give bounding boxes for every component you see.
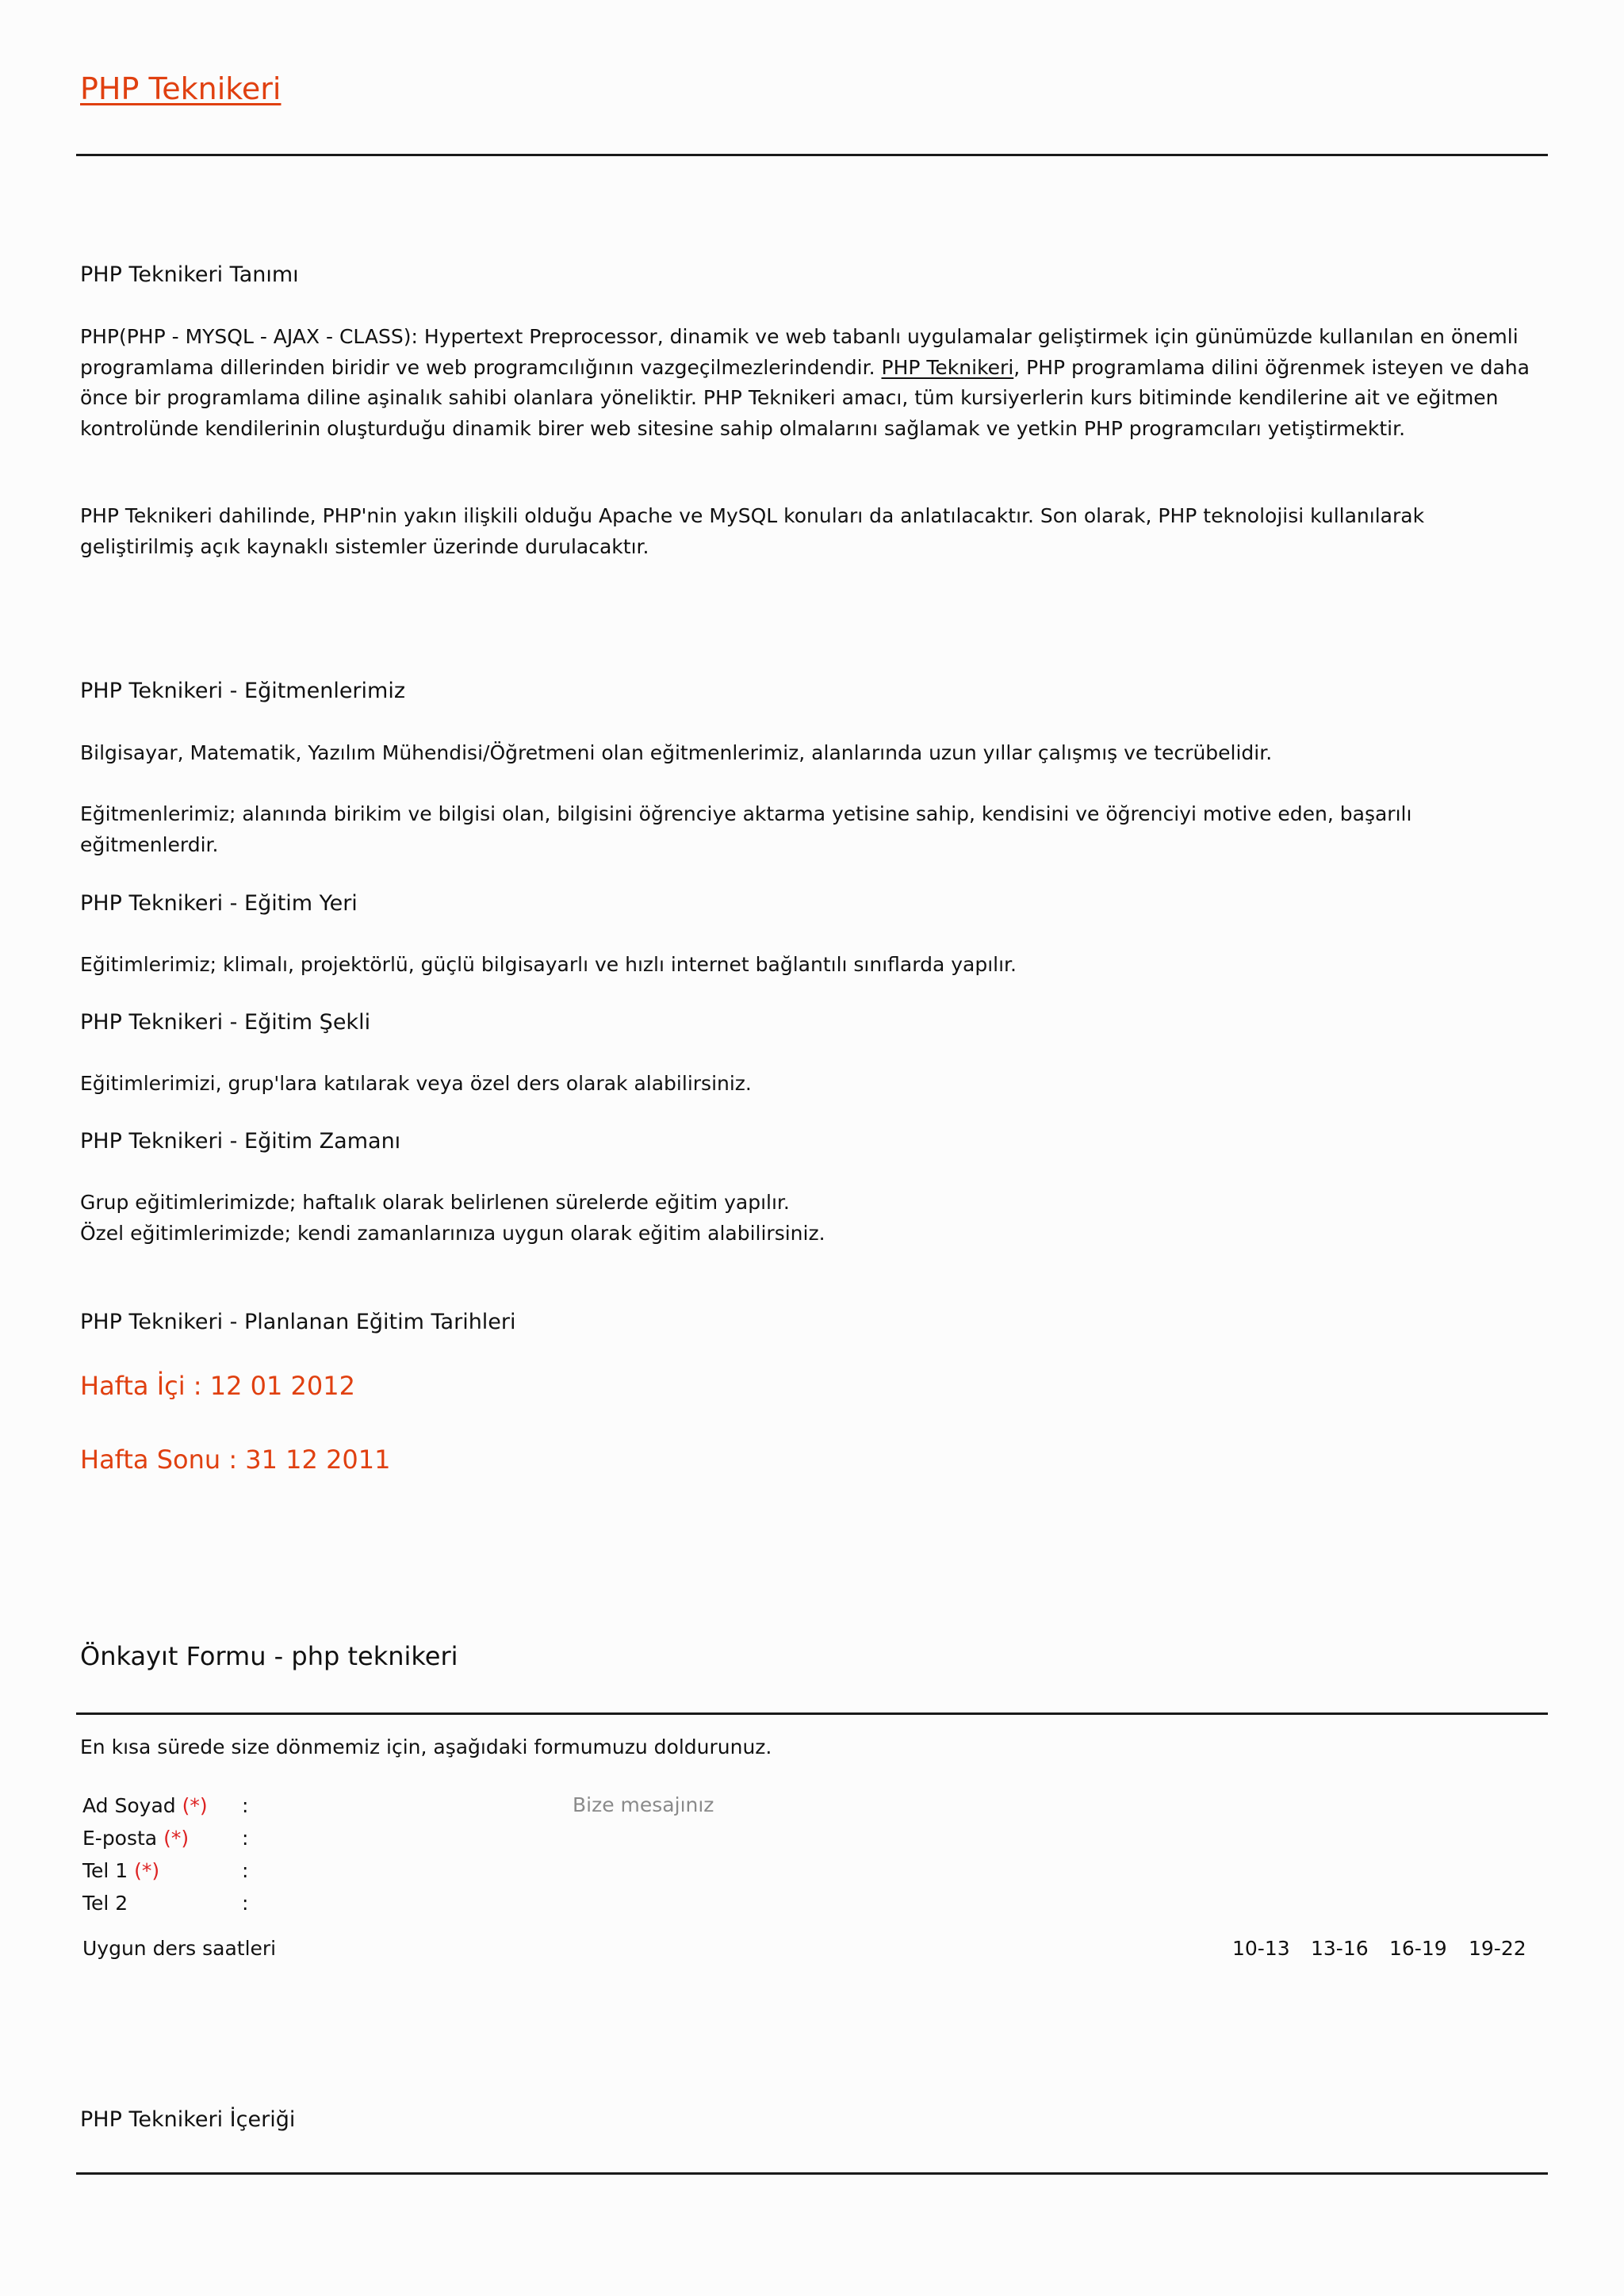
time-heading: PHP Teknikeri - Eğitim Zamanı (80, 1129, 401, 1154)
form-divider (76, 1712, 1548, 1715)
hour-option-13-16[interactable]: 13-16 (1311, 1937, 1369, 1960)
message-textarea[interactable]: Bize mesajınız (573, 1793, 714, 1816)
required-mark: (*) (182, 1794, 208, 1817)
tel1-field-label: Tel 1 (*) (82, 1859, 160, 1882)
name-field-label: Ad Soyad (*) (82, 1794, 208, 1817)
site-title-link[interactable]: PHP Teknikeri (80, 71, 282, 106)
definition-text-1: PHP(PHP - MYSQL - AJAX - CLASS): Hypertext Preprocessor, dinamik ve web tabanlı uygulamalar geliştirmek için günümüzde kullanılan en önemli programlama dillerinden biridir ve web programcılığının vazgeçilmezlerindendir. (80, 325, 1519, 379)
name-field-colon: : (242, 1794, 249, 1817)
tel1-field-colon: : (242, 1859, 249, 1882)
hour-option-19-22[interactable]: 19-22 (1469, 1937, 1526, 1960)
definition-heading: PHP Teknikeri Tanımı (80, 262, 299, 287)
email-field-colon: : (242, 1827, 249, 1850)
tel2-field-label: Tel 2 (82, 1892, 128, 1915)
format-paragraph: Eğitimlerimizi, grup'lara katılarak veya özel ders olarak alabilirsiniz. (80, 1072, 752, 1095)
place-paragraph: Eğitimlerimiz; klimalı, projektörlü, güçlü bilgisayarlı ve hızlı internet bağlantılı sınıflarda yapılır. (80, 953, 1017, 976)
weekday-date: Hafta İçi : 12 01 2012 (80, 1371, 355, 1401)
form-intro: En kısa sürede size dönmemiz için, aşağıdaki formumuzu doldurunuz. (80, 1735, 772, 1758)
dates-heading: PHP Teknikeri - Planlanan Eğitim Tarihleri (80, 1310, 516, 1334)
email-field-label: E-posta (*) (82, 1827, 190, 1850)
definition-paragraph-1 (80, 322, 1531, 444)
weekend-date: Hafta Sonu : 31 12 2011 (80, 1445, 391, 1475)
php-teknikeri-inline-link[interactable]: PHP Teknikeri (881, 355, 1014, 379)
time-line-2: Özel eğitimlerimizde; kendi zamanlarınıza uygun olarak eğitim alabilirsiniz. (80, 1222, 825, 1245)
form-heading: Önkayıt Formu - php teknikeri (80, 1641, 458, 1671)
hour-option-16-19[interactable]: 16-19 (1389, 1937, 1447, 1960)
format-heading: PHP Teknikeri - Eğitim Şekli (80, 1010, 371, 1035)
place-heading: PHP Teknikeri - Eğitim Yeri (80, 891, 358, 916)
required-mark: (*) (163, 1827, 190, 1850)
tel2-field-colon: : (242, 1892, 249, 1915)
content-divider (76, 2172, 1548, 2175)
time-line-1: Grup eğitimlerimizde; haftalık olarak belirlenen sürelerde eğitim yapılır. (80, 1191, 790, 1214)
content-heading: PHP Teknikeri İçeriği (80, 2107, 296, 2132)
instructors-heading: PHP Teknikeri - Eğitmenlerimiz (80, 679, 406, 703)
definition-paragraph-2: PHP Teknikeri dahilinde, PHP'nin yakın ilişkili olduğu Apache ve MySQL konuları da anlatılacaktır. Son olarak, PHP teknolojisi kullanılarak geliştirilmiş açık kaynaklı sistemler üzerinde durulacaktır. (80, 504, 1425, 558)
definition-text-2: , PHP programlama dilini öğrenmek isteyen ve daha önce bir programlama diline aşinalık sahibi olanlara yöneliktir. PHP Teknikeri amacı, tüm kursiyerlerin kurs bitiminde kendilerine ait ve eğitmen kontrolünde kendilerinin oluşturduğu dinamik birer web sitesine sahip olmalarını sağlamak ve yetkin PHP programcıları yetiştirmektir. (80, 355, 1530, 440)
required-mark: (*) (134, 1859, 160, 1882)
hours-label: Uygun ders saatleri (82, 1937, 277, 1960)
hour-option-10-13[interactable]: 10-13 (1232, 1937, 1290, 1960)
header-divider (76, 154, 1548, 156)
instructors-paragraph-1: Bilgisayar, Matematik, Yazılım Mühendisi/Öğretmeni olan eğitmenlerimiz, alanlarında uzun yıllar çalışmış ve tecrübelidir. (80, 741, 1273, 764)
instructors-paragraph-2: Eğitmenlerimiz; alanında birikim ve bilgisi olan, bilgisini öğrenciye aktarma yetisine sahip, kendisini ve öğrenciyi motive eden, başarılı eğitmenlerdir. (80, 802, 1412, 856)
